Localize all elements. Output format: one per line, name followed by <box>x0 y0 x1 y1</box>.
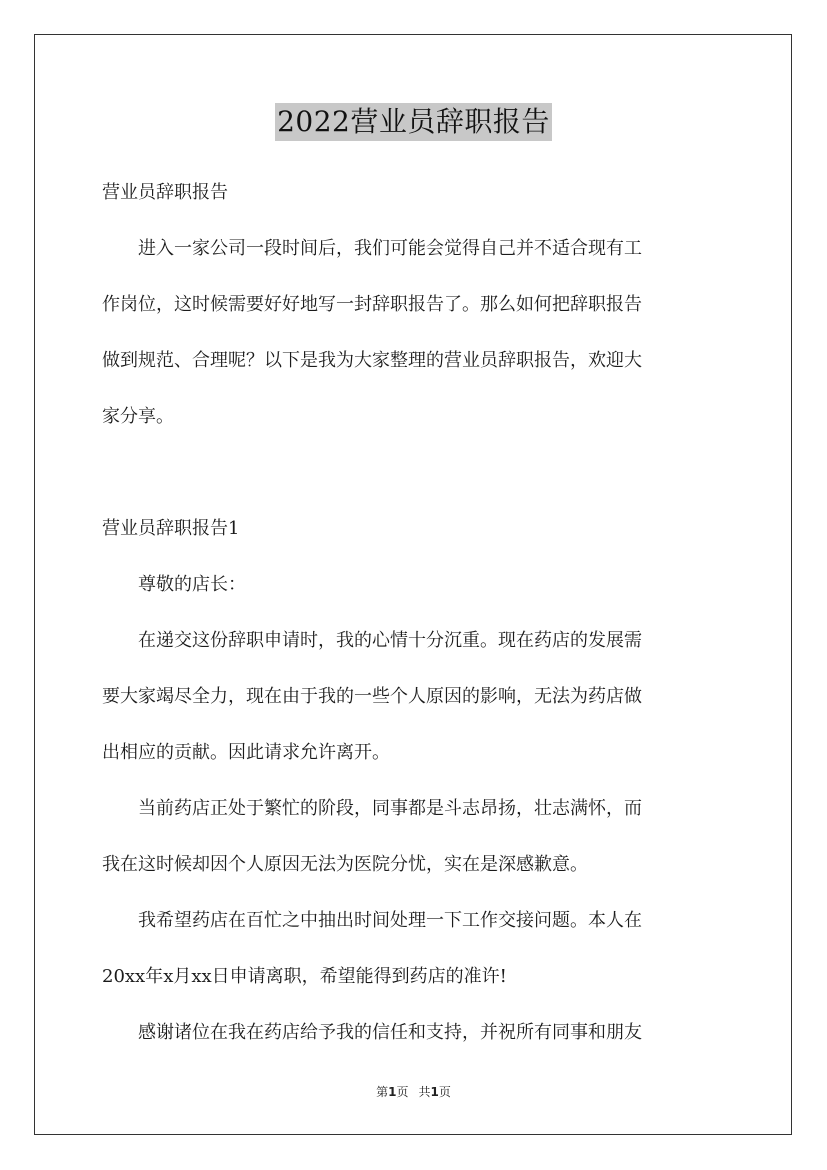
body-line: 出相应的贡献。因此请求允许离开。 <box>102 742 390 763</box>
body-line: 在递交这份辞职申请时，我的心情十分沉重。现在药店的发展需 <box>138 630 642 651</box>
salutation: 尊敬的店长： <box>138 574 246 595</box>
subtitle: 营业员辞职报告 <box>102 182 228 203</box>
page-prefix: 第 <box>376 1085 389 1099</box>
intro-line: 做到规范、合理呢？以下是我为大家整理的营业员辞职报告，欢迎大 <box>102 350 642 371</box>
page-suffix: 页 <box>396 1085 409 1099</box>
intro-line: 进入一家公司一段时间后，我们可能会觉得自己并不适合现有工 <box>138 238 642 259</box>
document-body <box>102 165 726 1061</box>
total-suffix: 页 <box>438 1085 451 1099</box>
body-line: 当前药店正处于繁忙的阶段，同事都是斗志昂扬，壮志满怀，而 <box>138 798 642 819</box>
body-line: 20xx年x月xx日申请离职，希望能得到药店的准许! <box>102 966 507 987</box>
body-line: 我在这时候却因个人原因无法为医院分忧，实在是深感歉意。 <box>102 854 588 875</box>
total-prefix: 共 <box>418 1085 431 1099</box>
intro-line: 家分享。 <box>102 406 174 427</box>
page-number: 1 <box>388 1085 397 1099</box>
body-line: 我希望药店在百忙之中抽出时间处理一下工作交接问题。本人在 <box>138 910 642 931</box>
body-line: 要大家竭尽全力，现在由于我的一些个人原因的影响，无法为药店做 <box>102 686 642 707</box>
document-title: 2022营业员辞职报告 <box>275 103 552 141</box>
title-container <box>0 103 827 141</box>
intro-line: 作岗位，这时候需要好好地写一封辞职报告了。那么如何把辞职报告 <box>102 294 642 315</box>
total-pages: 1 <box>430 1085 439 1099</box>
section-heading: 营业员辞职报告1 <box>102 518 240 539</box>
body-line: 感谢诸位在我在药店给予我的信任和支持，并祝所有同事和朋友 <box>138 1022 642 1043</box>
paragraph-gap <box>102 445 726 501</box>
page-footer <box>0 1083 827 1100</box>
